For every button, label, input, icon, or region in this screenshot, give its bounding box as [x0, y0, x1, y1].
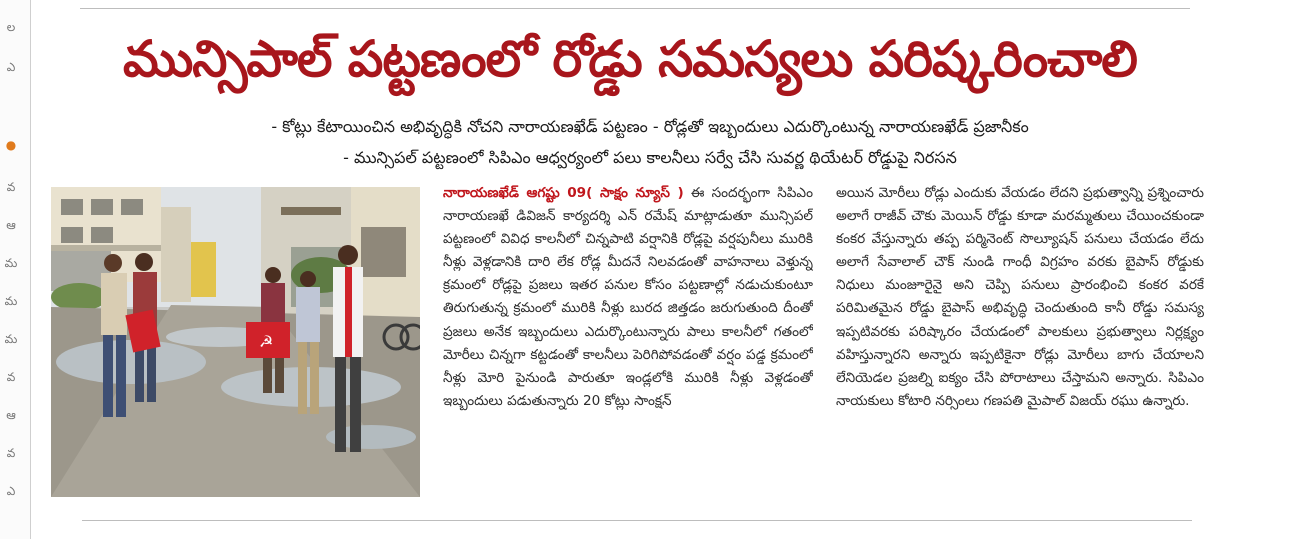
dateline: నారాయణఖేడ్ ఆగష్టు 09( సాక్షం న్యూస్ ) [443, 185, 684, 201]
gutter-glyph: ఆ [6, 408, 16, 422]
gutter-glyph: వ [6, 446, 16, 460]
subheading-2: - మున్సిపల్ పట్టణంలో సిపిఎం ఆధ్వర్యంలో పలు కాలనీలు సర్వే చేసి సువర్ణ థియేటర్ రోడ్డుపై నిరసన [343, 148, 957, 167]
gutter-glyph: వ [6, 370, 16, 384]
svg-text:☭: ☭ [259, 332, 274, 351]
news-photo [51, 187, 420, 497]
gutter-glyph: ఆ [6, 218, 16, 232]
article-text-2: అయిన మోరీలు రోడ్లు ఎందుకు వేయడం లేదని ప్రభుత్వాన్ని ప్రశ్నించారు అలాగే రాజీవ్ చౌకు మెయిన్ రోడ్డు కూడా మరమ్మతులు చేయించకుండా కంకర వేస్తున్నారు తప్ప పర్మినెంట్ సొల్యూషన్ పనులు చేయడం లేదు అలాగే సేవాలాల్ చౌక్ నుండి గాంధీ విగ్రహం వరకు బైపాస్ రోడ్డుకు నిధులు మంజూరైనై అని చెప్పి పనులు ప్రారంభించి కంకర వరకే పరిమితమైన రోడ్డు బైపాస్ అభివృద్ధి చెందుతుంది కానీ రోడ్డు సమస్య ఇప్పటివరకు పరిష్కారం చేయడంలో పాలకులు ప్రభుత్వాలు నిర్లక్ష్యం వహిస్తున్నారని అన్నారు ఇప్పటికైనా రోడ్లు మోరీలు బాగు చేయాలని లేనియెడల ప్రజల్ని ఐక్యం చేసి పోరాటాలు చేస్తామని అన్నారు. సిపిఎం నాయకులు కోటారి నర్సింలు గణపతి మైపాల్ విజయ్ రఘు ఉన్నారు. [836, 185, 1204, 409]
adjacent-column-edge [0, 0, 31, 539]
gutter-glyph: మ [4, 294, 18, 308]
article-column-1 [443, 182, 813, 507]
gutter-glyph: ఎ [6, 484, 16, 498]
bottom-rule [82, 520, 1192, 521]
article-column-2 [836, 182, 1204, 507]
gutter-glyph: ఎ [6, 60, 16, 74]
top-rule [80, 8, 1190, 9]
article-text-1: ఈ సందర్భంగా సిపిఎం నారాయణఖే డివిజన్ కార్యదర్శి ఎన్ రమేష్ మాట్లాడుతూ మున్సిపల్ పట్టణంలో వివిధ కాలనీలో చిన్నపాటి వర్షానికి రోడ్లపై వర్షపునీలు మురికి నీళ్లు వెళ్లడానికి దారి లేక రోడ్ల మీదనే నిలవడంతో వాహనాలు వెళ్తున్న క్రమంలో రోడ్లపై ప్రజలు ఇతర పనుల కోసం పట్టణాల్లో నడుచుకుంటూ తిరుగుతున్న క్రమంలో మురికి నీళ్లు బురద జిత్తడం జరుగుతుంది దీంతో ప్రజలు అనేక ఇబ్బందులు ఎదుర్కొంటున్నారు పాలు కాలనీలో గతంలో మోరీలు చిన్నగా కట్టడంతో కాలనీలు పెరిగిపోవడంతో వర్షం పడ్డ క్రమంలో నీళ్లు మోరి పైనుండి పారుతూ ఇండ్లలోకి మురికి నీళ్లు వెళ్లడంతో ఇబ్బందులు పడుతున్నారు 20 కోట్లు సాంక్షన్ [443, 185, 813, 409]
subheading-1: - కోట్లు కేటాయించిన అభివృద్ధికి నోచని నారాయణఖేడ్ పట్టణం - రోడ్లతో ఇబ్బందులు ఎదుర్కొంటున్న నారాయణఖేడ్ ప్రజానీకం [271, 117, 1029, 136]
gutter-glyph: ● [5, 138, 17, 152]
gutter-glyph: వ [6, 180, 16, 194]
gutter-glyph: ల [6, 20, 16, 34]
gutter-glyph: మ [4, 332, 18, 346]
gutter-glyph: మ [4, 256, 18, 270]
headline: మున్సిపాల్ పట్టణంలో రోడ్డు సమస్యలు పరిష్కరించాలి [123, 30, 1137, 88]
